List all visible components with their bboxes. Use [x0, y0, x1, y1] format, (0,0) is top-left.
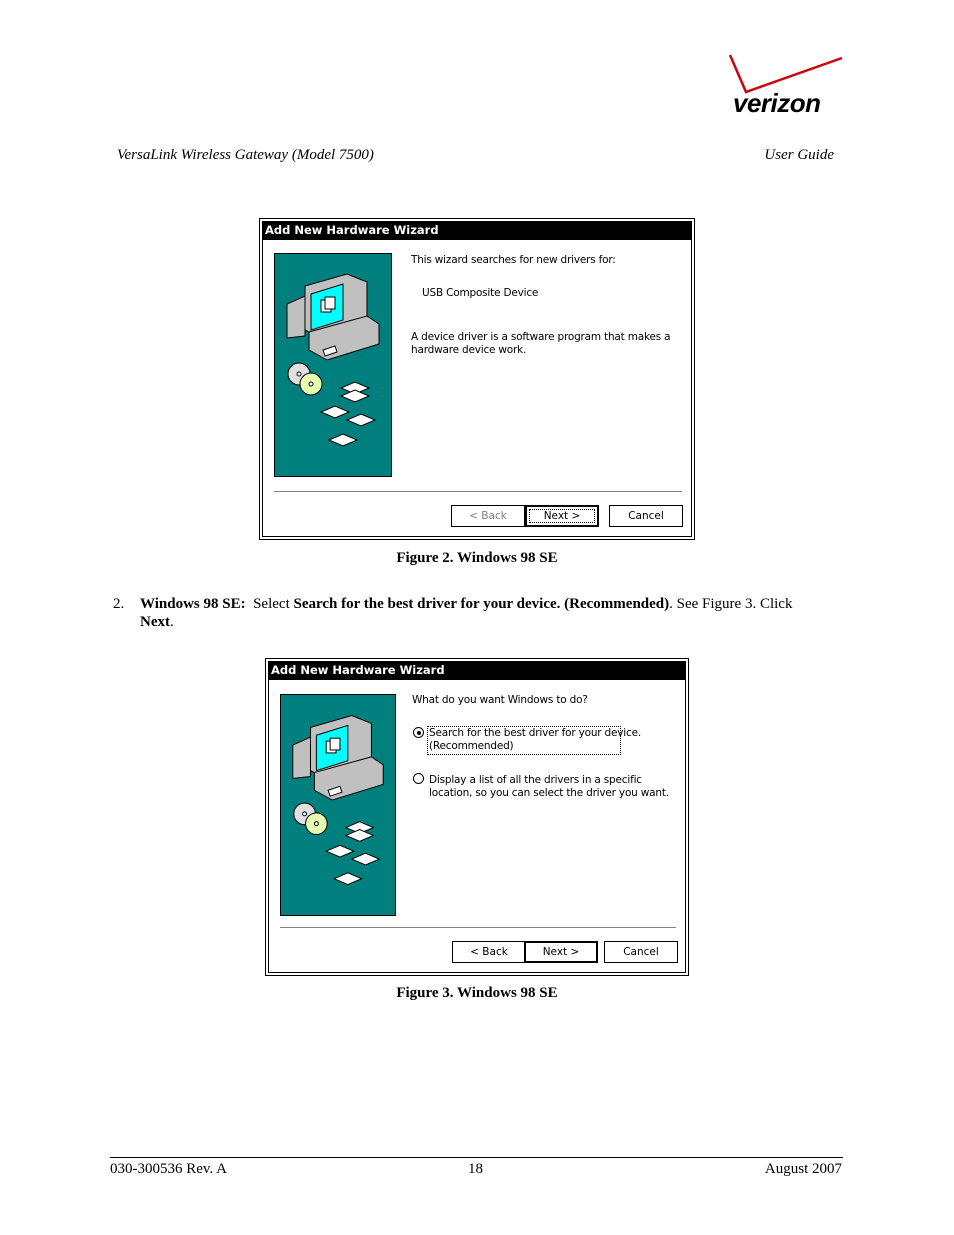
step-number: 2.	[113, 596, 125, 612]
wizard-question: What do you want Windows to do?	[412, 694, 588, 706]
wizard-separator	[280, 927, 676, 929]
radio-display-driver-list[interactable]	[413, 773, 424, 784]
verizon-logo	[725, 52, 845, 122]
step-option: Search for the best driver for your device. (Recommended)	[293, 596, 670, 612]
cancel-button[interactable]: Cancel	[609, 505, 683, 527]
step-next-word: Next	[140, 614, 170, 630]
next-button-label: Next >	[543, 510, 581, 522]
wizard-window-fig3	[265, 658, 689, 976]
back-button[interactable]: < Back	[452, 941, 526, 963]
wizard-illustration-panel	[280, 694, 396, 916]
wizard-window-fig2	[259, 218, 695, 540]
wizard-description-line2: hardware device work.	[411, 344, 527, 356]
option-display-line2[interactable]: location, so you can select the driver you want.	[429, 787, 669, 799]
wizard-description-line1: A device driver is a software program that makes a	[411, 331, 671, 343]
option-search-line2[interactable]: (Recommended)	[429, 740, 514, 752]
footer-date: August 2007	[764, 1161, 842, 1177]
footer-page-number: 18	[468, 1161, 483, 1177]
option-search-line1[interactable]: Search for the best driver for your device.	[429, 727, 641, 739]
step-lead: Windows 98 SE:	[140, 596, 246, 612]
header-guide: User Guide	[764, 147, 834, 163]
step-select-word: Select	[253, 596, 290, 612]
step-see: . See Figure 3. Click	[669, 596, 793, 612]
computer-icon	[275, 254, 391, 476]
figure3-caption: Figure 3. Windows 98 SE	[396, 985, 558, 1001]
radio-search-best-driver[interactable]	[413, 727, 424, 738]
computer-icon	[281, 695, 395, 915]
logo-text: verizon	[733, 88, 821, 118]
wizard-title-bar: Add New Hardware Wizard	[262, 221, 692, 240]
footer-rule	[110, 1157, 843, 1158]
wizard-intro-text: This wizard searches for new drivers for:	[411, 254, 616, 266]
back-button[interactable]: < Back	[451, 505, 525, 527]
header-title: VersaLink Wireless Gateway (Model 7500)	[117, 147, 374, 163]
cancel-button[interactable]: Cancel	[604, 941, 678, 963]
next-button[interactable]: Next >	[524, 941, 598, 963]
figure2-caption: Figure 2. Windows 98 SE	[396, 550, 558, 566]
next-button[interactable]	[525, 505, 599, 527]
option-display-line1[interactable]: Display a list of all the drivers in a specific	[429, 774, 642, 786]
footer-doc-number: 030-300536 Rev. A	[110, 1161, 227, 1177]
step-instruction: Windows 98 SE: Select Search for the best driver for your device. (Recommended). See Figure 3. Click Next.	[140, 596, 793, 630]
wizard-illustration-panel	[274, 253, 392, 477]
device-name: USB Composite Device	[422, 287, 539, 299]
wizard-title-bar: Add New Hardware Wizard	[268, 661, 686, 680]
wizard-separator	[274, 491, 682, 493]
